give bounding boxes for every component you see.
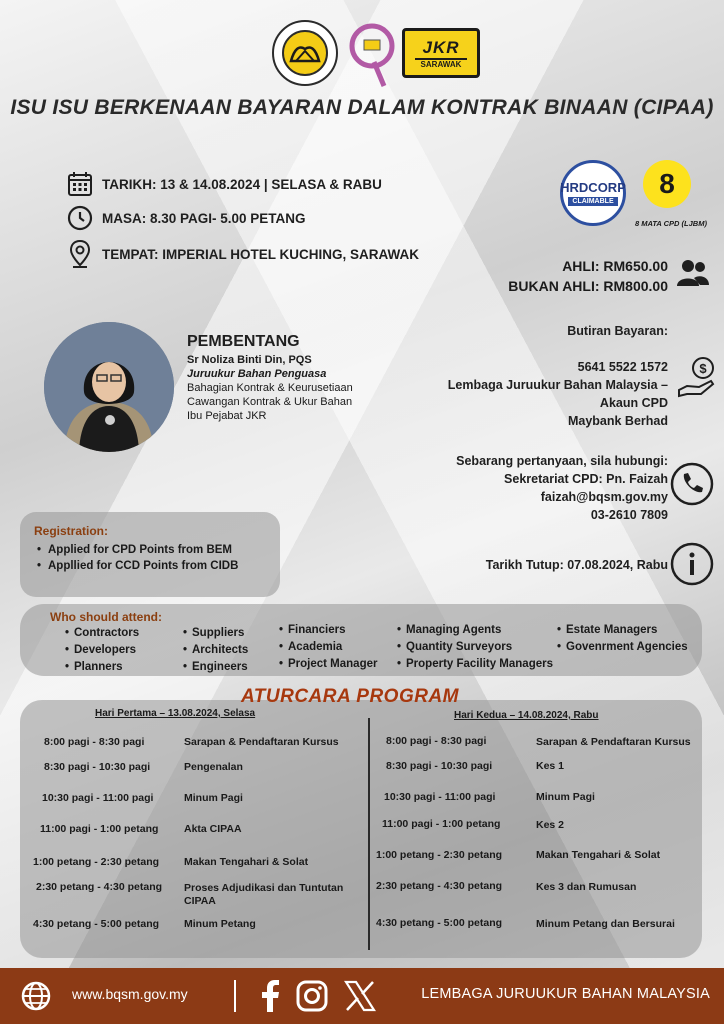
day2-activity: Kes 3 dan Rumusan bbox=[536, 881, 637, 893]
speaker-title: Juruukur Bahan Penguasa bbox=[187, 368, 327, 380]
day1-time: 2:30 petang - 4:30 petang bbox=[36, 881, 163, 893]
attendee-item: • Academia bbox=[276, 639, 377, 656]
cpd-points-label: 8 MATA CPD (LJBM) bbox=[635, 219, 707, 228]
bqsm-q-logo bbox=[348, 18, 396, 90]
footer-separator bbox=[234, 980, 236, 1012]
day1-time: 1:00 petang - 2:30 petang bbox=[33, 856, 160, 868]
footer-org-name: LEMBAGA JURUUKUR BAHAN MALAYSIA bbox=[421, 986, 710, 1002]
attendee-item: • Financiers bbox=[276, 622, 377, 639]
day2-activity: Makan Tengahari & Solat bbox=[536, 849, 661, 861]
jkr-subtext: SARAWAK bbox=[415, 58, 468, 69]
info-icon bbox=[670, 542, 714, 591]
event-date-text: TARIKH: 13 & 14.08.2024 | SELASA & RABU bbox=[102, 176, 382, 192]
hrdcorp-claimable-badge bbox=[560, 160, 626, 226]
day2-activity: Kes 2 bbox=[536, 819, 565, 831]
website-link[interactable]: www.bqsm.gov.my bbox=[72, 986, 188, 1002]
program-title: ATURCARA PROGRAM bbox=[240, 686, 460, 707]
attendee-item: • Contractors bbox=[62, 625, 139, 642]
contact-phone[interactable]: 03-2610 7809 bbox=[590, 508, 668, 522]
event-date bbox=[66, 170, 382, 198]
hrd-sub-text: CLAIMABLE bbox=[568, 197, 617, 206]
day2-time: 10:30 pagi - 11:00 pagi bbox=[384, 791, 496, 803]
day1-time: 11:00 pagi - 1:00 petang bbox=[40, 823, 159, 835]
fees bbox=[508, 256, 668, 296]
payment-heading: Butiran Bayaran: bbox=[567, 324, 668, 338]
attendees-panel bbox=[20, 604, 702, 676]
registration-item: • Applied for CPD Points from BEM bbox=[34, 542, 266, 558]
attendee-item: • Architects bbox=[180, 642, 248, 659]
attendee-item: • Engineers bbox=[180, 659, 248, 676]
facebook-icon[interactable] bbox=[260, 980, 280, 1017]
day1-activity: Akta CIPAA bbox=[184, 823, 242, 835]
day2-activity: Sarapan & Pendaftaran Kursus bbox=[536, 736, 691, 748]
bank-name: Maybank Berhad bbox=[567, 414, 668, 428]
registration-panel bbox=[20, 512, 280, 597]
account-name-1: Lembaga Juruukur Bahan Malaysia – bbox=[447, 378, 668, 392]
day1-heading: Hari Pertama – 13.08.2024, Selasa bbox=[95, 708, 256, 719]
event-venue-text: TEMPAT: IMPERIAL HOTEL KUCHING, SARAWAK bbox=[102, 246, 420, 262]
speaker-name: Sr Noliza Binti Din, PQS bbox=[187, 354, 312, 366]
speaker-dept-3: Ibu Pejabat JKR bbox=[187, 410, 267, 422]
day1-activity: Minum Petang bbox=[184, 918, 256, 930]
logo-bar bbox=[0, 14, 724, 84]
attendee-item: • Estate Managers bbox=[554, 622, 688, 639]
day1-time: 8:00 pagi - 8:30 pagi bbox=[44, 736, 145, 748]
speaker-dept-2: Cawangan Kontrak & Ukur Bahan bbox=[187, 396, 353, 408]
registration-item: • Appllied for CCD Points from CIDB bbox=[34, 558, 266, 574]
speaker-heading: PEMBENTANG bbox=[187, 333, 300, 350]
day1-activity: Sarapan & Pendaftaran Kursus bbox=[184, 736, 339, 748]
instagram-icon[interactable] bbox=[296, 980, 328, 1017]
clock-icon bbox=[66, 204, 94, 232]
closing-date: Tarikh Tutup: 07.08.2024, Rabu bbox=[485, 558, 668, 572]
attendee-item: • Project Manager bbox=[276, 656, 377, 673]
jkr-sarawak-logo bbox=[402, 28, 480, 78]
day2-heading: Hari Kedua – 14.08.2024, Rabu bbox=[454, 710, 599, 721]
location-pin-icon bbox=[66, 240, 94, 268]
day2-time: 8:00 pagi - 8:30 pagi bbox=[386, 735, 487, 747]
payment-details bbox=[448, 358, 668, 430]
day1-time: 4:30 petang - 5:00 petang bbox=[33, 918, 160, 930]
event-time-text: MASA: 8.30 PAGI- 5.00 PETANG bbox=[102, 210, 306, 226]
cpd-points-badge: 8 bbox=[643, 160, 691, 208]
attendees-heading: Who should attend: bbox=[50, 610, 162, 624]
account-number: 5641 5522 1572 bbox=[577, 360, 668, 374]
program-divider bbox=[368, 718, 370, 950]
account-name-2: Akaun CPD bbox=[599, 396, 668, 410]
attendee-item: • Planners bbox=[62, 659, 139, 676]
speaker-photo bbox=[44, 322, 174, 452]
event-time bbox=[66, 204, 306, 232]
jkr-text: JKR bbox=[422, 37, 460, 57]
contact-person: Sekretariat CPD: Pn. Faizah bbox=[504, 472, 668, 486]
day1-activity: Pengenalan bbox=[184, 761, 243, 773]
day1-activity: Makan Tengahari & Solat bbox=[184, 856, 309, 868]
svg-text:$: $ bbox=[699, 361, 707, 376]
attendee-item: • Quantity Surveyors bbox=[394, 639, 553, 656]
day2-activity: Kes 1 bbox=[536, 760, 565, 772]
day2-time: 11:00 pagi - 1:00 petang bbox=[382, 818, 501, 830]
speaker-info bbox=[187, 335, 353, 423]
phone-icon bbox=[670, 462, 714, 511]
seal-emblem-icon bbox=[282, 30, 328, 76]
attendee-item: • Developers bbox=[62, 642, 139, 659]
globe-icon bbox=[20, 980, 52, 1017]
contact-email[interactable]: faizah@bqsm.gov.my bbox=[540, 490, 668, 504]
day1-time: 8:30 pagi - 10:30 pagi bbox=[44, 761, 151, 773]
contact-heading: Sebarang pertanyaan, sila hubungi: bbox=[456, 454, 668, 468]
attendee-item: • Suppliers bbox=[180, 625, 248, 642]
registration-heading: Registration: bbox=[34, 524, 109, 538]
day2-time: 8:30 pagi - 10:30 pagi bbox=[386, 760, 493, 772]
day1-activity: Proses Adjudikasi dan Tuntutan CIPAA bbox=[184, 882, 344, 907]
day2-time: 2:30 petang - 4:30 petang bbox=[376, 880, 503, 892]
users-icon bbox=[676, 256, 710, 295]
day2-time: 4:30 petang - 5:00 petang bbox=[376, 917, 503, 929]
payment-hand-icon bbox=[677, 356, 717, 405]
day1-time: 10:30 pagi - 11:00 pagi bbox=[42, 792, 154, 804]
calendar-icon bbox=[66, 170, 94, 198]
day1-activity: Minum Pagi bbox=[184, 792, 243, 804]
fee-member: AHLI: RM650.00 bbox=[562, 258, 668, 274]
footer-bar bbox=[0, 968, 724, 1024]
lembaga-seal-logo bbox=[272, 20, 338, 86]
x-twitter-icon[interactable] bbox=[344, 980, 376, 1017]
day2-activity: Minum Pagi bbox=[536, 791, 595, 803]
hrd-main-text: HRDCORP bbox=[560, 180, 626, 195]
speaker-dept-1: Bahagian Kontrak & Keurusetiaan bbox=[187, 382, 353, 394]
day2-activity: Minum Petang dan Bersurai bbox=[536, 918, 675, 930]
attendee-item: • Managing Agents bbox=[394, 622, 553, 639]
contact-block bbox=[456, 452, 668, 524]
day2-time: 1:00 petang - 2:30 petang bbox=[376, 849, 503, 861]
page-title: ISU ISU BERKENAAN BAYARAN DALAM KONTRAK BINAAN (CIPAA) bbox=[10, 96, 714, 119]
attendee-item: • Property Facility Managers bbox=[394, 656, 553, 673]
fee-non-member: BUKAN AHLI: RM800.00 bbox=[508, 278, 668, 294]
event-venue bbox=[66, 240, 419, 268]
attendee-item: • Govenrment Agencies bbox=[554, 639, 688, 656]
